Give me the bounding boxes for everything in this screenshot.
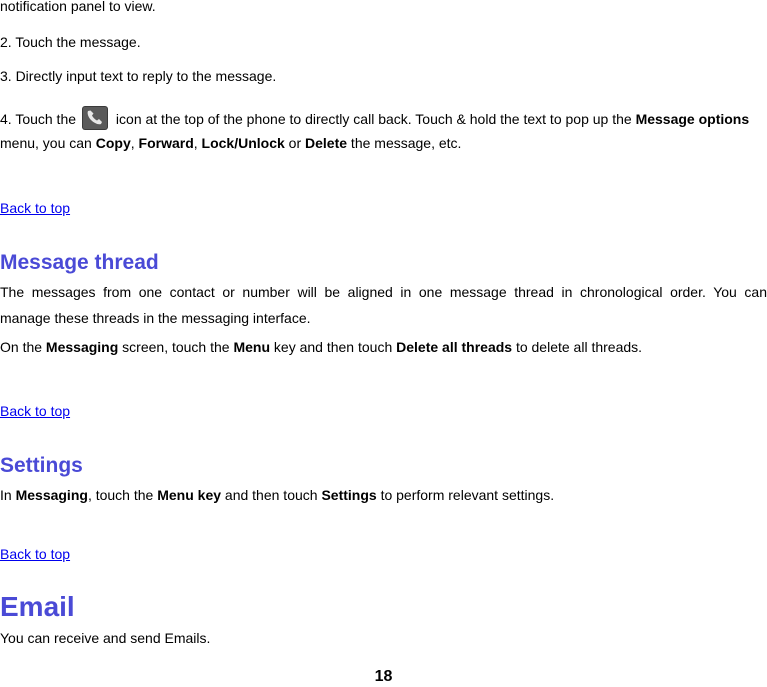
text: to perform relevant settings. (376, 487, 555, 503)
back-to-top-link[interactable]: Back to top (0, 546, 71, 562)
separator: or (284, 135, 306, 151)
text: On the (0, 339, 46, 355)
step-4-line-2 (0, 134, 461, 152)
lock-unlock-term: Lock/Unlock (201, 135, 285, 151)
step-4-prefix: 4. Touch the (0, 111, 77, 127)
message-thread-line-1: The messages from one contact or number will be aligned in one message thread in chronological order. You can (0, 284, 767, 300)
text: and then touch (221, 487, 322, 503)
message-thread-heading: Message thread (0, 251, 159, 274)
step-2: 2. Touch the message. (0, 34, 141, 50)
text: , touch the (87, 487, 158, 503)
back-to-top-link[interactable]: Back to top (0, 200, 71, 216)
message-thread-instructions (0, 338, 642, 356)
email-text: You can receive and send Emails. (0, 630, 211, 646)
delete-all-threads-term: Delete all threads (396, 339, 513, 355)
text: screen, touch the (118, 339, 234, 355)
phone-call-icon (82, 106, 108, 130)
forward-term: Forward (138, 135, 194, 151)
step-3: 3. Directly input text to reply to the message. (0, 68, 277, 84)
back-to-top-link[interactable]: Back to top (0, 403, 71, 419)
messaging-term: Messaging (45, 339, 119, 355)
step-4-line-1 (0, 106, 749, 130)
message-options-term: Message options (635, 111, 750, 127)
separator: , (193, 135, 202, 151)
page-number: 18 (374, 668, 393, 685)
settings-heading: Settings (0, 454, 83, 477)
messaging-term: Messaging (15, 487, 88, 503)
text: In (0, 487, 16, 503)
menu-key-term: Menu key (157, 487, 222, 503)
step-4-text-c: the message, etc. (347, 135, 462, 151)
copy-term: Copy (95, 135, 131, 151)
continuation-text: notification panel to view. (0, 0, 156, 14)
settings-term: Settings (321, 487, 377, 503)
step-4-text-a: icon at the top of the phone to directly call back. Touch & hold the text to pop up the (112, 111, 636, 127)
text: to delete all threads. (512, 339, 643, 355)
step-4-text-b: menu, you can (0, 135, 96, 151)
settings-instructions (0, 486, 554, 504)
message-thread-line-2: manage these threads in the messaging interface. (0, 310, 311, 326)
email-heading: Email (0, 591, 75, 622)
delete-term: Delete (305, 135, 348, 151)
separator: , (130, 135, 139, 151)
text: key and then touch (270, 339, 397, 355)
menu-term: Menu (233, 339, 271, 355)
